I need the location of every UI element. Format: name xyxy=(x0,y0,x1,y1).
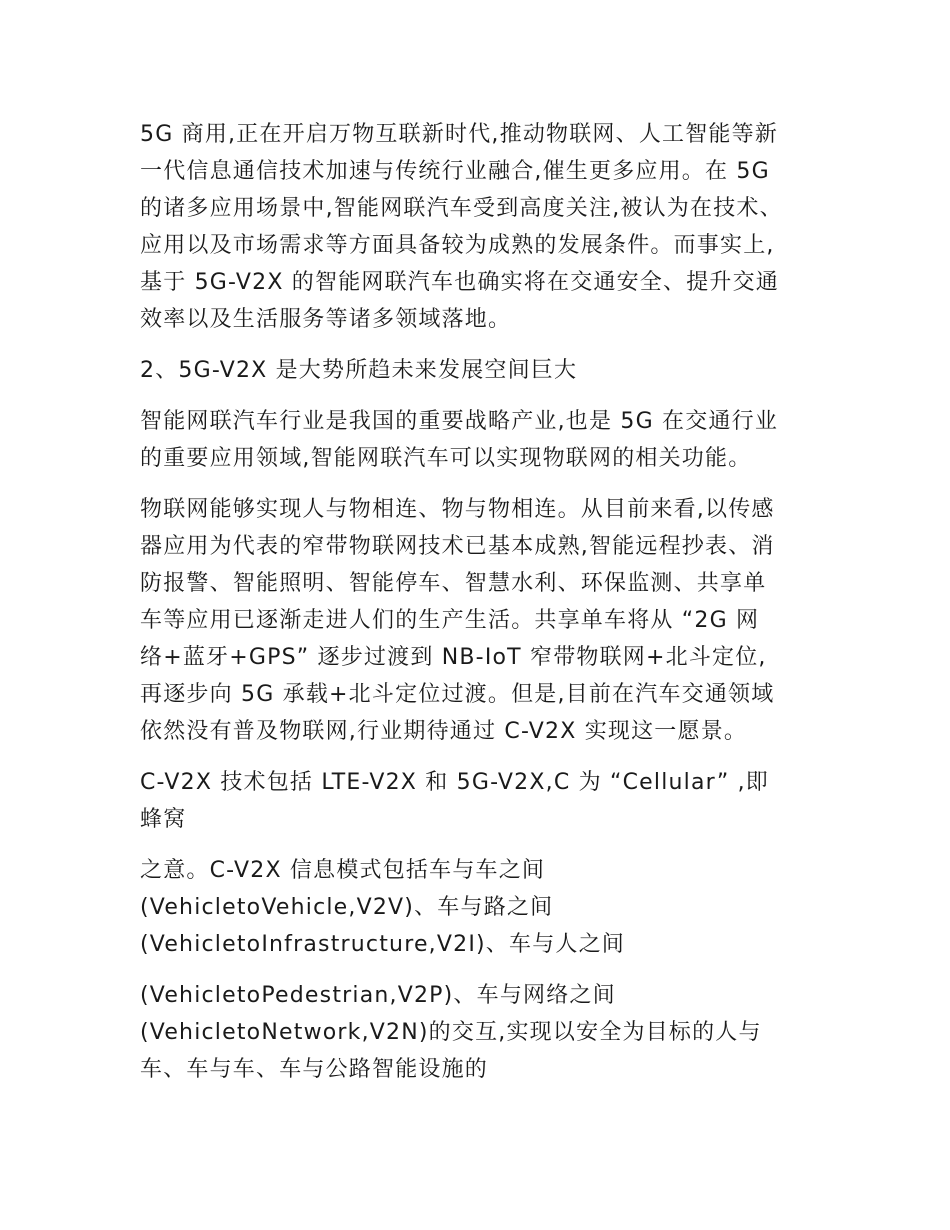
paragraph-5g-commercial xyxy=(140,116,820,338)
text-line: (VehicletoPedestrian,V2P)、车与网络之间 xyxy=(140,983,616,1008)
text-line: 效率以及生活服务等诸多领域落地。 xyxy=(140,307,512,332)
text-line: 防报警、智能照明、智能停车、智慧水利、环保监测、共享单 xyxy=(140,571,767,596)
text-line: 基于 5G-V2X 的智能网联汽车也确实将在交通安全、提升交通 xyxy=(140,270,780,295)
paragraph-industry xyxy=(140,403,820,477)
text-line: (VehicletoVehicle,V2V)、车与路之间 xyxy=(140,895,554,920)
text-line: 应用以及市场需求等方面具备较为成熟的发展条件。而事实上, xyxy=(140,233,775,258)
text-line: 器应用为代表的窄带物联网技术已基本成熟,智能远程抄表、消 xyxy=(140,534,775,559)
heading-text: 2、5G-V2X 是大势所趋未来发展空间巨大 xyxy=(140,358,578,383)
text-line: 车等应用已逐渐走进人们的生产生活。共享单车将从 “2G 网 xyxy=(140,608,760,633)
text-line: 的重要应用领域,智能网联汽车可以实现物联网的相关功能。 xyxy=(140,446,752,471)
section-heading xyxy=(140,352,820,389)
text-line: 车、车与车、车与公路智能设施的 xyxy=(140,1057,489,1082)
paragraph-iot xyxy=(140,491,820,750)
text-line: 5G 商用,正在开启万物互联新时代,推动物联网、人工智能等新 xyxy=(140,122,779,147)
paragraph-cv2x-modes xyxy=(140,852,820,963)
paragraph-cv2x-tech xyxy=(140,764,820,838)
text-line: 再逐步向 5G 承载+北斗定位过渡。但是,目前在汽车交通领域 xyxy=(140,682,775,707)
text-line: (VehicletoInfrastructure,V2I)、车与人之间 xyxy=(140,932,625,957)
document-body xyxy=(140,116,820,1102)
text-line: (VehicletoNetwork,V2N)的交互,实现以安全为目标的人与 xyxy=(140,1020,762,1045)
text-line: 一代信息通信技术加速与传统行业融合,催生更多应用。在 5G xyxy=(140,159,770,184)
text-line: 蜂窝 xyxy=(140,807,187,832)
paragraph-v2p-v2n xyxy=(140,977,820,1088)
text-line: 的诸多应用场景中,智能网联汽车受到高度关注,被认为在技术、 xyxy=(140,196,783,221)
text-line: 依然没有普及物联网,行业期待通过 C-V2X 实现这一愿景。 xyxy=(140,719,748,744)
text-line: 智能网联汽车行业是我国的重要战略产业,也是 5G 在交通行业 xyxy=(140,409,779,434)
text-line: 络+蓝牙+GPS” 逐步过渡到 NB-IoT 窄带物联网+北斗定位, xyxy=(140,645,767,670)
text-line: 物联网能够实现人与物相连、物与物相连。从目前来看,以传感 xyxy=(140,497,775,522)
text-line: C-V2X 技术包括 LTE-V2X 和 5G-V2X,C 为 “Cellular” ,即 xyxy=(140,770,769,795)
text-line: 之意。C-V2X 信息模式包括车与车之间 xyxy=(140,858,546,883)
